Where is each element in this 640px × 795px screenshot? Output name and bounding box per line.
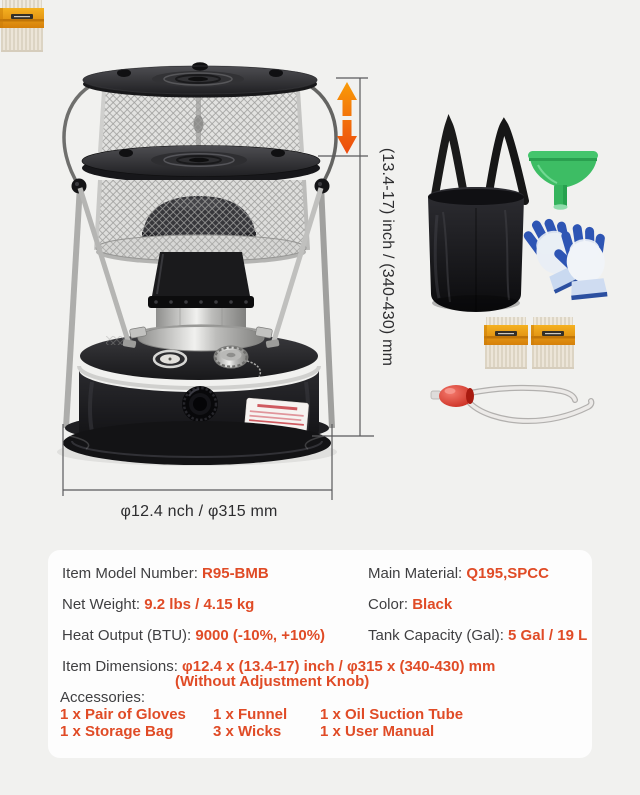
glove-front	[556, 226, 608, 301]
spec-value: R95-BMB	[202, 565, 269, 582]
wick	[0, 0, 44, 52]
top-plate	[83, 62, 317, 97]
spec-value: 9.2 lbs / 4.15 kg	[144, 596, 255, 613]
spec-row-heat-output	[62, 627, 325, 645]
spec-label: Color:	[368, 596, 413, 613]
spec-value: Q195,SPCC	[466, 565, 549, 582]
accessory-item-storage-bag: 1 x Storage Bag	[60, 723, 174, 740]
accessory-item-funnel: 1 x Funnel	[213, 706, 288, 723]
adjustment-knob	[182, 386, 218, 422]
dimensions-note: (Without Adjustment Knob)	[175, 673, 370, 690]
accessory-item-oil-suction-tube: 1 x Oil Suction Tube	[320, 706, 464, 723]
kerosene-heater-illustration	[57, 62, 337, 466]
spec-row-main-material	[368, 565, 549, 583]
funnel-illustration	[528, 151, 598, 210]
spec-value: 5 Gal / 19 L	[508, 627, 588, 644]
spec-card	[48, 550, 592, 758]
spec-value: φ12.4 x (13.4-17) inch / φ315 x (340-430) mm	[182, 658, 496, 675]
storage-bag-illustration	[428, 125, 525, 312]
height-dimension-label: (13.4-17) inch / (340-430) mm	[379, 147, 396, 367]
spec-value: 9000 (-10%, +10%)	[195, 627, 326, 644]
accessory-item-wicks: 3 x Wicks	[213, 723, 282, 740]
gloves-illustration	[524, 215, 609, 301]
accessory-item-gloves: 1 x Pair of Gloves	[60, 706, 186, 723]
accessories-heading: Accessories:	[60, 689, 146, 706]
spec-label: Heat Output (BTU):	[62, 627, 196, 644]
spec-label: Item Model Number:	[62, 565, 203, 582]
fuel-gauge	[154, 351, 186, 367]
base-tray	[63, 421, 331, 465]
arrow-up-icon	[337, 82, 357, 116]
spec-row-model-number	[62, 565, 269, 583]
spec-row-net-weight	[62, 596, 254, 614]
spec-label: Main Material:	[368, 565, 467, 582]
height-adjust-arrows	[337, 82, 357, 154]
accessory-item-user-manual: 1 x User Manual	[320, 723, 435, 740]
spec-value: Black	[412, 596, 453, 613]
mesh-cage-upper	[100, 90, 302, 152]
oil-suction-tube-illustration	[431, 385, 591, 421]
spec-label: Item Dimensions:	[62, 658, 183, 675]
diameter-dimension-label: φ12.4 nch / φ315 mm	[120, 503, 278, 520]
spec-label: Net Weight:	[62, 596, 145, 613]
spec-row-tank-capacity	[368, 627, 587, 645]
spec-label: Tank Capacity (Gal):	[368, 627, 509, 644]
spec-row-color	[368, 596, 452, 614]
arrow-down-icon	[337, 120, 357, 154]
